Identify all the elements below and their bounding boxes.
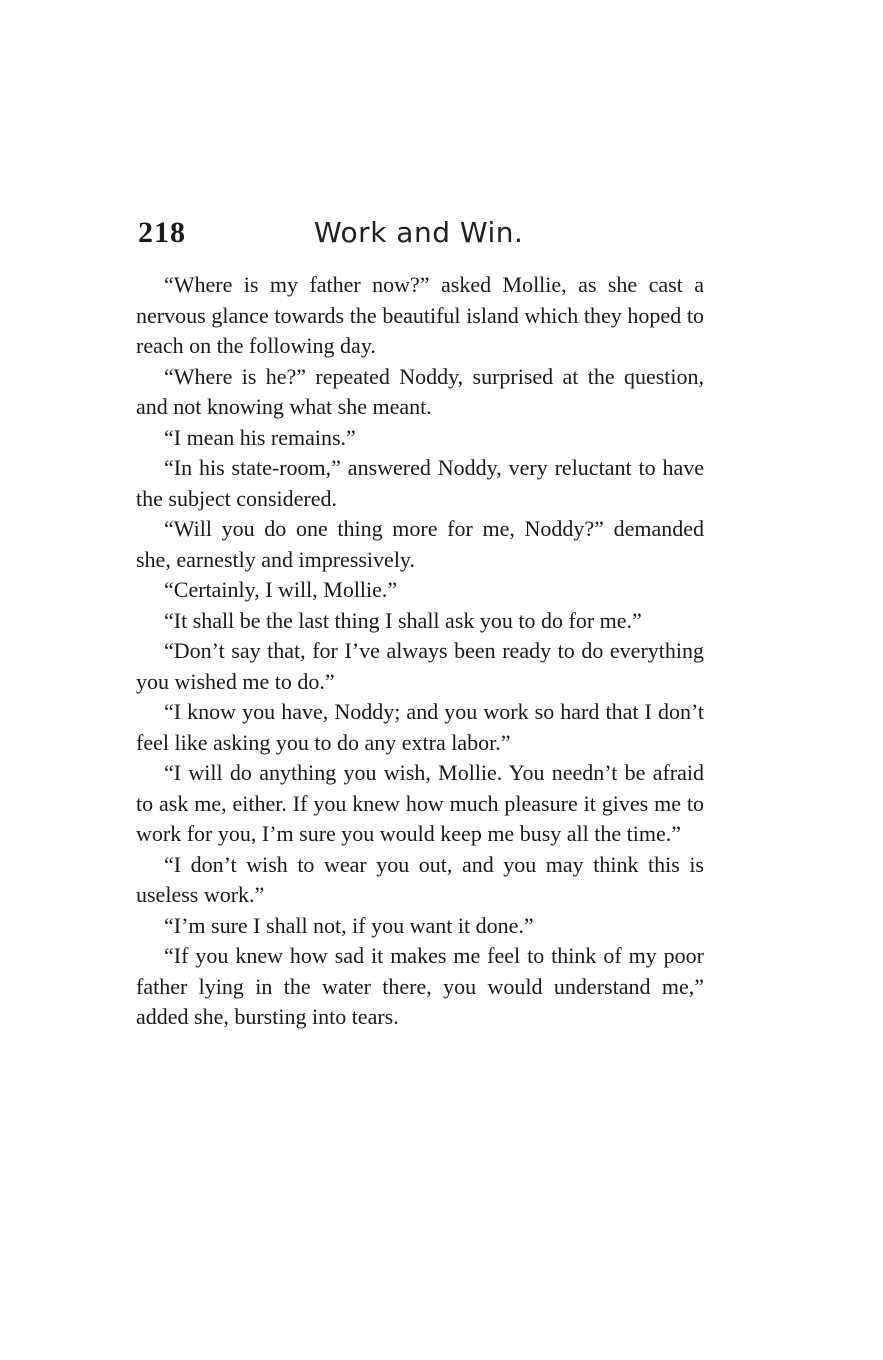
body-text bbox=[136, 270, 704, 1033]
paragraph: “Will you do one thing more for me, Noddy?” demanded she, earnestly and impressively. bbox=[136, 516, 704, 572]
paragraph: “Where is my father now?” asked Mollie, as she cast a nervous glance towards the beautiful island which they hoped to reach on the following day. bbox=[136, 272, 704, 358]
book-page bbox=[136, 212, 704, 1033]
page-number: 218 bbox=[138, 216, 186, 249]
paragraph: “I don’t wish to wear you out, and you may think this is useless work.” bbox=[136, 851, 704, 907]
paragraph: “Where is he?” repeated Noddy, surprised at the question, and not knowing what she meant. bbox=[136, 363, 704, 419]
paragraph: “Don’t say that, for I’ve always been ready to do everything you wished me to do.” bbox=[136, 638, 704, 694]
paragraph: “I mean his remains.” bbox=[164, 424, 356, 450]
paragraph: “Certainly, I will, Mollie.” bbox=[164, 577, 398, 602]
paragraph: “In his state-room,” answered Noddy, very reluctant to have the subject considered. bbox=[136, 455, 704, 511]
paragraph: “I know you have, Noddy; and you work so hard that I don’t feel like asking you to do any extra labor.” bbox=[136, 699, 704, 755]
running-head bbox=[136, 212, 704, 256]
running-title: Work and Win. bbox=[314, 216, 524, 249]
paragraph: “If you knew how sad it makes me feel to think of my poor father lying in the water there, you would understand me,” added she, bursting into tears. bbox=[136, 943, 704, 1029]
paragraph: “It shall be the last thing I shall ask you to do for me.” bbox=[164, 607, 642, 633]
paragraph: “I will do anything you wish, Mollie. You needn’t be afraid to ask me, either. If you knew how much pleasure it gives me to work for you, I’m sure you would keep me busy all the time.” bbox=[136, 760, 704, 846]
paragraph: “I’m sure I shall not, if you want it done.” bbox=[164, 912, 534, 938]
